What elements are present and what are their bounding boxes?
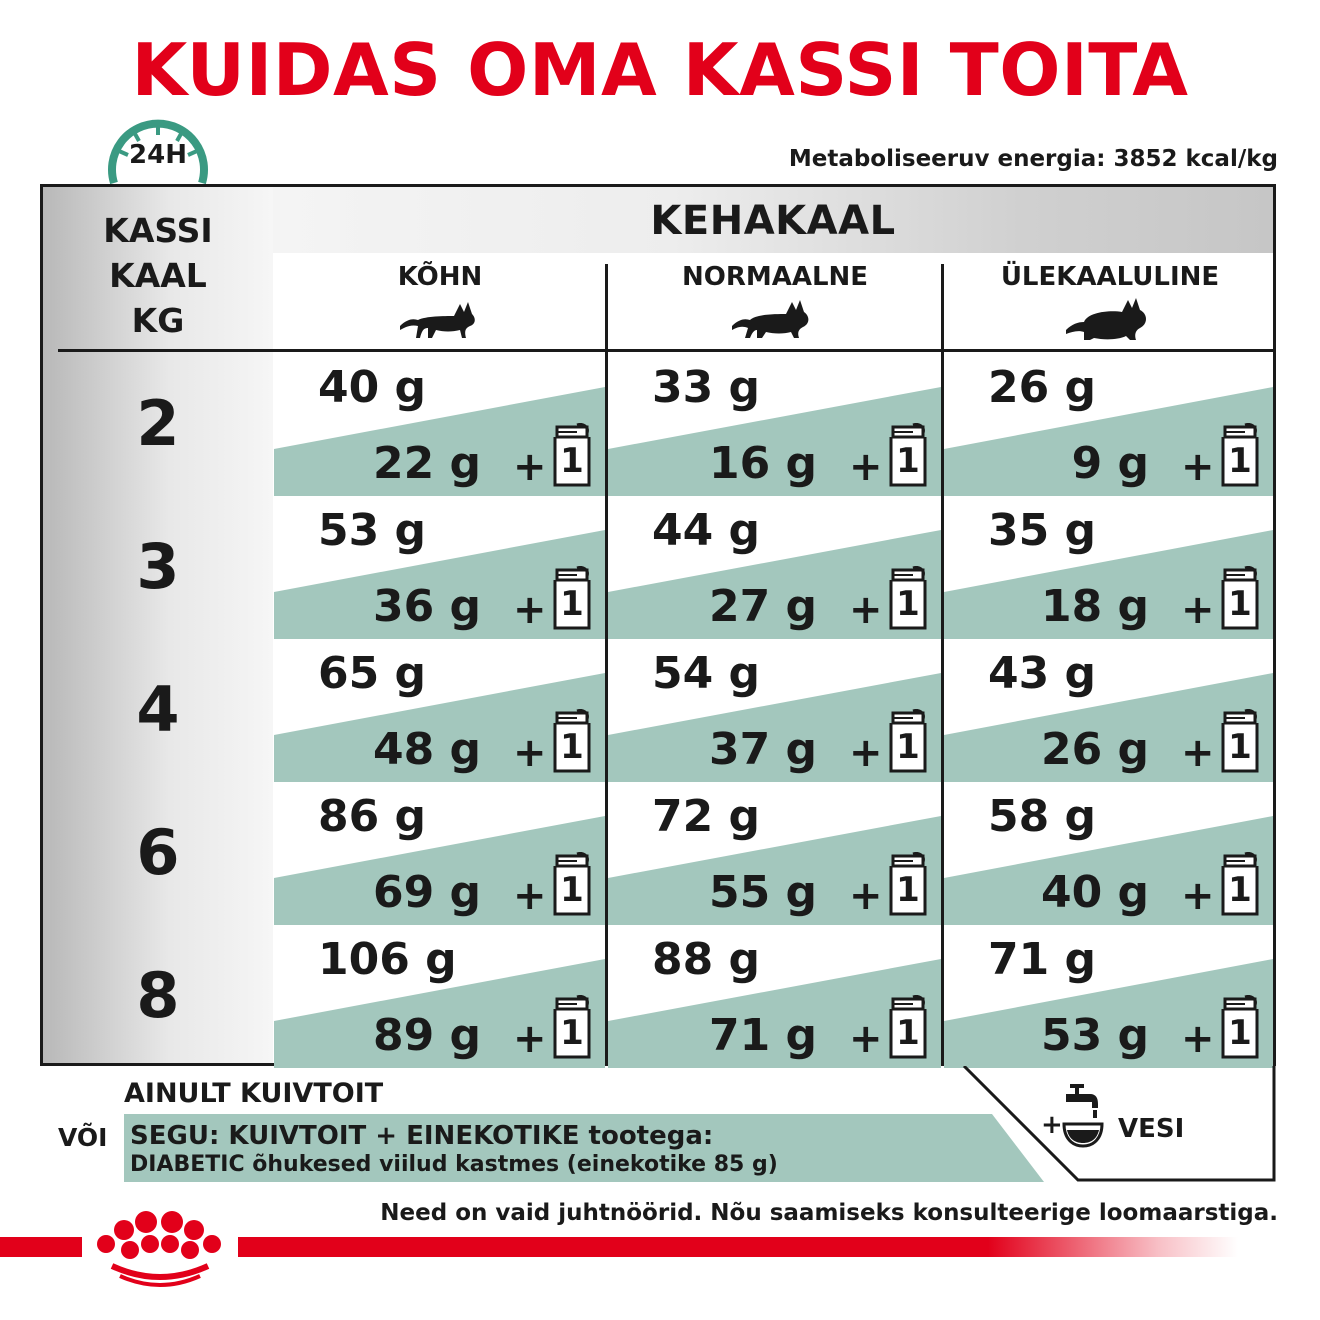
- plus-sign: +: [849, 587, 883, 633]
- mix-dry-amount: 69 g: [372, 867, 481, 918]
- plus-sign: +: [849, 730, 883, 776]
- dry-food-amount: 54 g: [652, 648, 761, 699]
- mix-dry-amount: 16 g: [708, 438, 817, 489]
- dry-food-amount: 43 g: [988, 648, 1097, 699]
- plus-sign: +: [513, 444, 547, 490]
- dry-only-legend: AINULT KUIVTOIT: [124, 1078, 384, 1109]
- cat-weight-value: 6: [136, 816, 180, 889]
- pouch-count: 1: [560, 1013, 584, 1053]
- mix-dry-amount: 22 g: [372, 438, 481, 489]
- or-label: VÕI: [58, 1123, 108, 1152]
- portion-cell: [608, 925, 941, 1068]
- page-title: KUIDAS OMA KASSI TOITA: [131, 28, 1189, 112]
- column-header-thin: KÕHN: [397, 262, 483, 292]
- plus-sign: +: [1181, 1016, 1215, 1062]
- normal-cat-icon: [728, 296, 818, 344]
- cat-weight-header-line: KASSI: [103, 211, 213, 250]
- pouch-count: 1: [1228, 1013, 1252, 1053]
- mix-dry-amount: 27 g: [708, 581, 817, 632]
- portion-cell: [944, 353, 1273, 496]
- column-header-overweight: ÜLEKAALULINE: [1000, 262, 1220, 292]
- portion-cell: [608, 782, 941, 925]
- body-weight-header: KEHAKAAL: [650, 198, 896, 244]
- pouch-count: 1: [1228, 441, 1252, 481]
- plus-sign: +: [1181, 444, 1215, 490]
- mix-dry-amount: 55 g: [708, 867, 817, 918]
- mix-dry-amount: 36 g: [372, 581, 481, 632]
- portion-cell: [274, 496, 605, 639]
- plus-sign: +: [1181, 873, 1215, 919]
- mix-dry-amount: 71 g: [708, 1010, 817, 1061]
- pouch-count: 1: [896, 727, 920, 767]
- mix-dry-amount: 48 g: [372, 724, 481, 775]
- overweight-cat-icon: [1064, 296, 1154, 344]
- portion-cell: [608, 353, 941, 496]
- brand-stripe-right: [238, 1237, 1238, 1257]
- dry-food-amount: 65 g: [318, 648, 427, 699]
- portion-cell: [274, 925, 605, 1068]
- dry-food-amount: 72 g: [652, 791, 761, 842]
- plus-sign: +: [513, 1016, 547, 1062]
- cat-weight-value: 3: [136, 530, 180, 603]
- portion-cell: [274, 639, 605, 782]
- mix-dry-amount: 18 g: [1040, 581, 1149, 632]
- pouch-count: 1: [560, 441, 584, 481]
- mix-dry-amount: 89 g: [372, 1010, 481, 1061]
- pouch-count: 1: [896, 441, 920, 481]
- pouch-count: 1: [560, 870, 584, 910]
- plus-sign: +: [849, 1016, 883, 1062]
- mix-dry-amount: 9 g: [1071, 438, 1149, 489]
- metabolizable-energy: Metaboliseeruv energia: 3852 kcal/kg: [788, 146, 1278, 172]
- portion-cell: [944, 782, 1273, 925]
- portion-cell: [608, 639, 941, 782]
- portion-cell: [944, 925, 1273, 1068]
- mix-legend-line2: DIABETIC õhukesed viilud kastmes (einekotike 85 g): [130, 1152, 778, 1177]
- mix-dry-amount: 40 g: [1040, 867, 1149, 918]
- pouch-count: 1: [896, 870, 920, 910]
- plus-sign: +: [1181, 730, 1215, 776]
- dry-food-amount: 40 g: [318, 362, 427, 413]
- dry-food-amount: 71 g: [988, 934, 1097, 985]
- dry-food-amount: 26 g: [988, 362, 1097, 413]
- dry-food-amount: 58 g: [988, 791, 1097, 842]
- pouch-count: 1: [560, 727, 584, 767]
- portion-cell: [608, 496, 941, 639]
- portion-cell: [274, 353, 605, 496]
- dry-food-amount: 44 g: [652, 505, 761, 556]
- dry-food-amount: 33 g: [652, 362, 761, 413]
- cat-weight-value: 2: [136, 387, 180, 460]
- pouch-count: 1: [896, 584, 920, 624]
- cat-weight-header-line: KG: [131, 301, 185, 340]
- pouch-count: 1: [560, 584, 584, 624]
- pouch-count: 1: [1228, 870, 1252, 910]
- tap-water-bowl-icon: [1060, 1082, 1106, 1152]
- dry-food-amount: 88 g: [652, 934, 761, 985]
- brand-stripe-left: [0, 1237, 82, 1257]
- plus-sign: +: [849, 873, 883, 919]
- mix-dry-amount: 53 g: [1040, 1010, 1149, 1061]
- plus-sign: +: [513, 730, 547, 776]
- mix-dry-amount: 26 g: [1040, 724, 1149, 775]
- dry-food-amount: 53 g: [318, 505, 427, 556]
- portion-cell: [944, 639, 1273, 782]
- column-header-normal: NORMAALNE: [681, 262, 869, 292]
- plus-sign: +: [513, 587, 547, 633]
- plus-sign: +: [1181, 587, 1215, 633]
- cat-weight-header-line: KAAL: [109, 256, 207, 295]
- royal-canin-crown-logo: [90, 1208, 230, 1288]
- water-label: VESI: [1118, 1114, 1185, 1144]
- dry-food-amount: 35 g: [988, 505, 1097, 556]
- dry-food-amount: 106 g: [318, 934, 457, 985]
- mix-dry-amount: 37 g: [708, 724, 817, 775]
- badge-24h-label: 24H: [129, 140, 187, 170]
- thin-cat-icon: [396, 296, 486, 344]
- cat-weight-value: 8: [136, 959, 180, 1032]
- dry-food-amount: 86 g: [318, 791, 427, 842]
- portion-cell: [274, 782, 605, 925]
- water-plus: +: [1041, 1110, 1063, 1140]
- mix-legend-line1: SEGU: KUIVTOIT + EINEKOTIKE tootega:: [130, 1121, 714, 1151]
- disclaimer: Need on vaid juhtnöörid. Nõu saamiseks konsulteerige loomaarstiga.: [380, 1200, 1278, 1226]
- pouch-count: 1: [896, 1013, 920, 1053]
- cat-weight-header: [43, 208, 273, 343]
- header-divider: [58, 349, 1276, 352]
- plus-sign: +: [513, 873, 547, 919]
- cat-weight-value: 4: [136, 673, 180, 746]
- pouch-count: 1: [1228, 727, 1252, 767]
- portion-cell: [944, 496, 1273, 639]
- plus-sign: +: [849, 444, 883, 490]
- pouch-count: 1: [1228, 584, 1252, 624]
